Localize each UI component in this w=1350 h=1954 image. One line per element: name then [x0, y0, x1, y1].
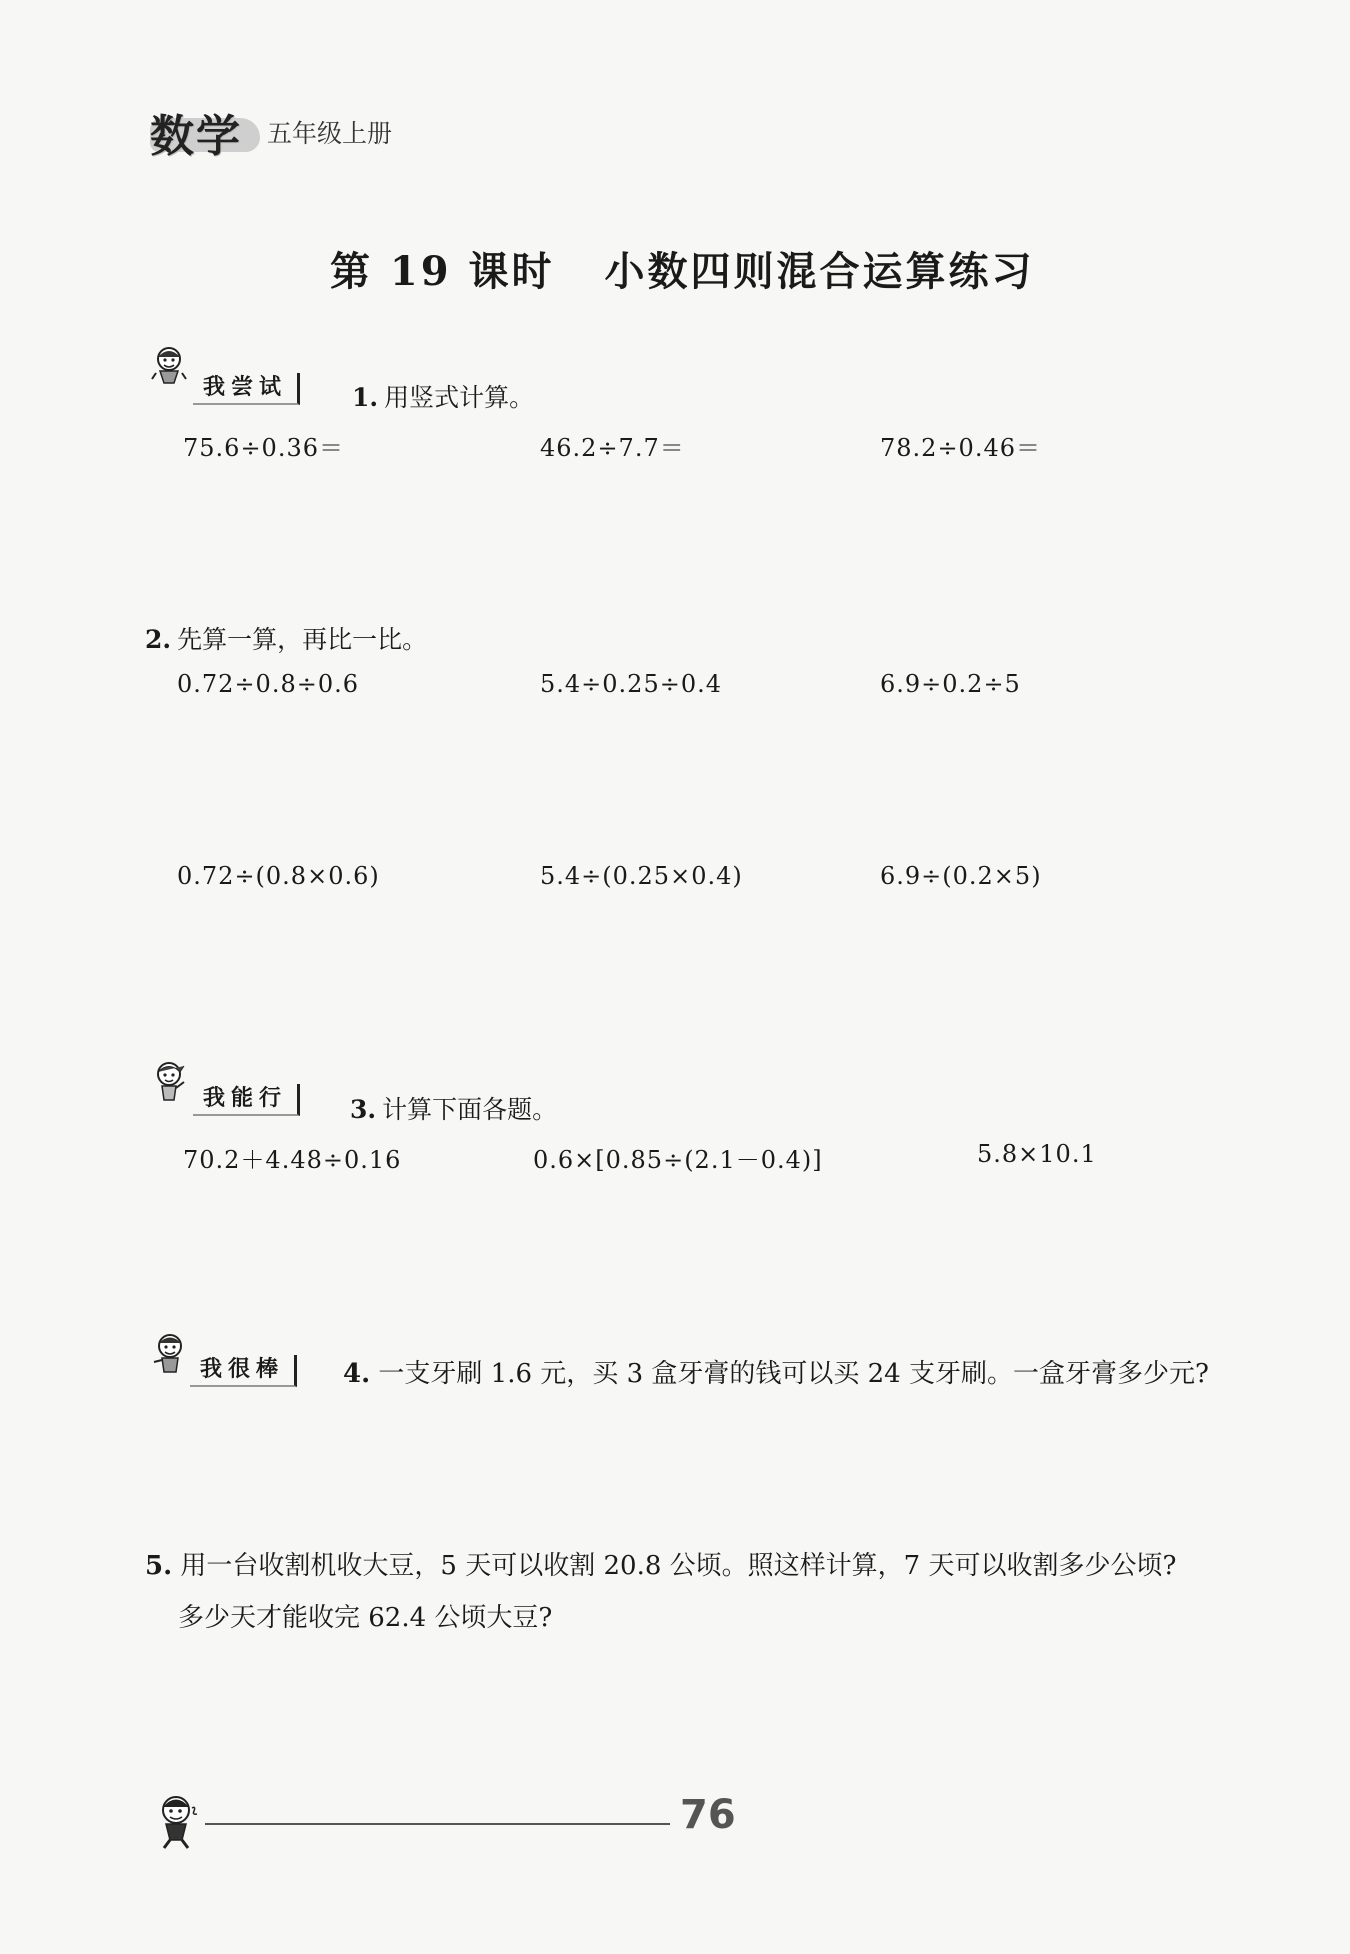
question-5-number: 5. — [145, 1551, 173, 1581]
q2-row1-expr-3: 6.9÷0.2÷5 — [880, 670, 1021, 698]
question-2-number: 2. — [145, 625, 172, 654]
question-3-text: 计算下面各题。 — [382, 1095, 558, 1124]
page-title — [330, 240, 1035, 297]
mascot-footer-icon — [148, 1790, 208, 1850]
question-4-number: 4. — [343, 1359, 371, 1389]
grade-label: 五年级上册 — [267, 119, 393, 148]
section-badge-can: 我能行 — [193, 1084, 300, 1116]
mascot-can-icon — [150, 1060, 188, 1102]
page-number: 76 — [680, 1792, 736, 1838]
q2-row1-expr-2: 5.4÷0.25÷0.4 — [540, 670, 722, 698]
question-4 — [343, 1348, 1209, 1400]
question-1-title — [352, 378, 534, 414]
question-1-number: 1. — [352, 383, 379, 412]
question-5-line-1 — [145, 1540, 1176, 1592]
q1-expr-3: 78.2÷0.46＝ — [880, 434, 1041, 462]
q3-expr-2: 0.6×[0.85÷(2.1－0.4)] — [533, 1146, 823, 1174]
subject-logo: 数学 — [150, 111, 242, 162]
section-badge-try: 我尝试 — [193, 373, 300, 405]
question-2-title — [145, 620, 427, 656]
q2-row2-expr-2: 5.4÷(0.25×0.4) — [540, 862, 743, 890]
question-3-number: 3. — [350, 1095, 377, 1124]
mascot-try-icon — [150, 345, 188, 387]
q2-row2-expr-1: 0.72÷(0.8×0.6) — [177, 862, 380, 890]
q2-row2-expr-3: 6.9÷(0.2×5) — [880, 862, 1042, 890]
question-1-text: 用竖式计算。 — [384, 383, 535, 412]
lesson-topic: 小数四则混合运算练习 — [604, 248, 1035, 295]
q1-expr-1: 75.6÷0.36＝ — [183, 434, 344, 462]
question-4-text: 一支牙刷 1.6 元，买 3 盒牙膏的钱可以买 24 支牙刷。一盒牙膏多少元? — [378, 1359, 1209, 1389]
mascot-great-icon — [150, 1332, 188, 1374]
q3-expr-1: 70.2＋4.48÷0.16 — [183, 1146, 402, 1174]
q2-row1-expr-1: 0.72÷0.8÷0.6 — [177, 670, 359, 698]
question-5-line-2: 多少天才能收完 62.4 公顷大豆? — [178, 1603, 553, 1633]
lesson-number: 第 19 课时 — [330, 248, 555, 295]
q1-expr-2: 46.2÷7.7＝ — [540, 434, 685, 462]
question-3-title — [350, 1090, 557, 1126]
q3-expr-3: 5.8×10.1 — [977, 1140, 1097, 1168]
section-badge-great: 我很棒 — [190, 1355, 297, 1387]
question-2-text: 先算一算，再比一比。 — [177, 625, 428, 654]
question-5-text-1: 用一台收割机收大豆，5 天可以收割 20.8 公顷。照这样计算，7 天可以收割多少公顷? — [180, 1551, 1177, 1581]
footer-line — [205, 1823, 670, 1825]
